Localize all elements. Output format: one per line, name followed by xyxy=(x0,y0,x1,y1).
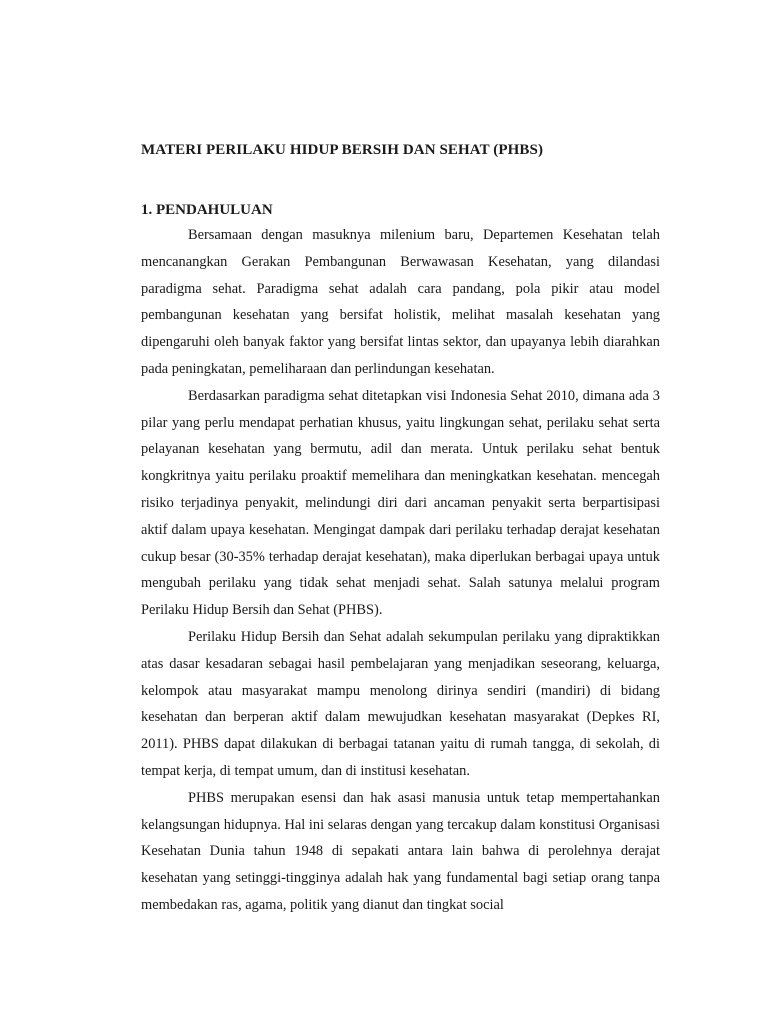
paragraph-1: Bersamaan dengan masuknya milenium baru, Departemen Kesehatan telah mencanangkan Gerakan Pembangunan Berwawasan Kesehatan, yang dilandasi paradigma sehat. Paradigma sehat adalah cara pandang, pola pikir atau model pembangunan kesehatan yang bersifat holistik, melihat masalah kesehatan yang dipengaruhi oleh banyak faktor yang bersifat lintas sektor, dan upayanya lebih diarahkan pada peningkatan, pemeliharaan dan perlindungan kesehatan. xyxy=(141,227,660,377)
document-body xyxy=(141,140,660,919)
document-title: MATERI PERILAKU HIDUP BERSIH DAN SEHAT (PHBS) xyxy=(141,142,544,158)
paragraph-4: PHBS merupakan esensi dan hak asasi manusia untuk tetap mempertahankan kelangsungan hidupnya. Hal ini selaras dengan yang tercakup dalam konstitusi Organisasi Kesehatan Dunia tahun 1948 di sepakati antara lain bahwa di perolehnya derajat kesehatan yang setinggi-tingginya adalah hak yang fundamental bagi setiap orang tanpa membedakan ras, agama, politik yang dianut dan tingkat social xyxy=(141,789,660,913)
paragraph-3: Perilaku Hidup Bersih dan Sehat adalah sekumpulan perilaku yang dipraktikkan atas dasar kesadaran sebagai hasil pembelajaran yang menjadikan seseorang, keluarga, kelompok atau masyarakat mampu menolong dirinya sendiri (mandiri) di bidang kesehatan dan berperan aktif dalam mewujudkan kesehatan masyarakat (Depkes RI, 2011). PHBS dapat dilakukan di berbagai tatanan yaitu di rumah tangga, di sekolah, di tempat kerja, di tempat umum, dan di institusi kesehatan. xyxy=(141,628,660,779)
section-heading: 1. PENDAHULUAN xyxy=(141,202,273,218)
paragraph-2: Berdasarkan paradigma sehat ditetapkan visi Indonesia Sehat 2010, dimana ada 3 pilar yang perlu mendapat perhatian khusus, yaitu lingkungan sehat, perilaku sehat serta pelayanan kesehatan yang bermutu, adil dan merata. Untuk perilaku sehat bentuk kongkritnya yaitu perilaku proaktif memelihara dan meningkatkan kesehatan. mencegah risiko terjadinya penyakit, melindungi diri dari ancaman penyakit serta berpartisipasi aktif dalam upaya kesehatan. Mengingat dampak dari perilaku terhadap derajat kesehatan cukup besar (30-35% terhadap derajat kesehatan), maka diperlukan berbagai upaya untuk mengubah perilaku yang tidak sehat menjadi sehat. Salah satunya melalui program Perilaku Hidup Bersih dan Sehat (PHBS). xyxy=(141,387,660,619)
